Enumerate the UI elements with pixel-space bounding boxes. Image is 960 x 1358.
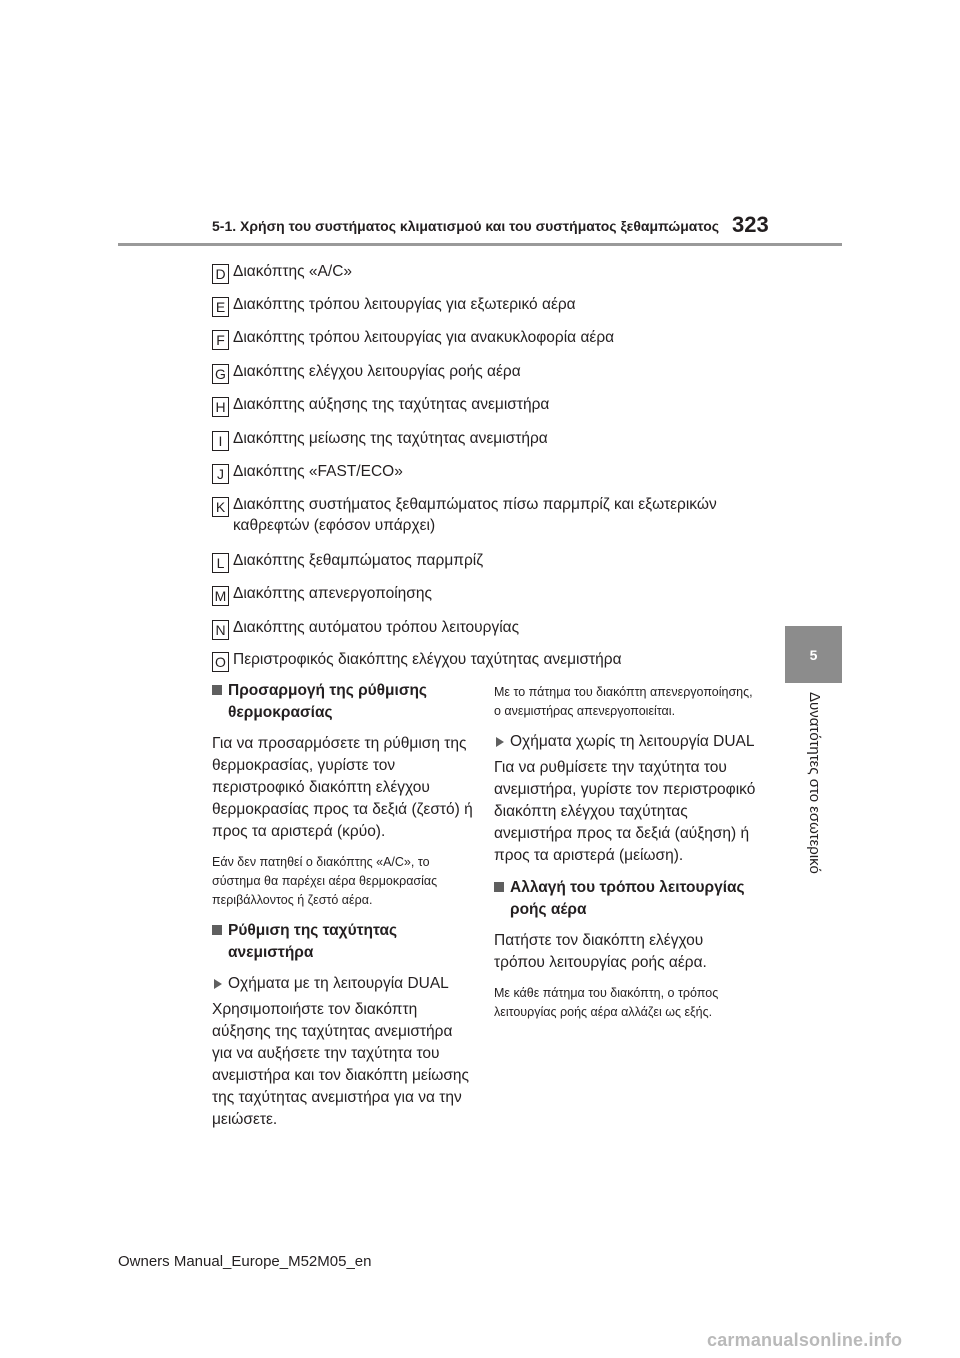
- manual-id-footer: Owners Manual_Europe_M52M05_en: [118, 1253, 372, 1270]
- dual-subheading-text: Οχήματα με τη λειτουργία DUAL: [228, 975, 449, 992]
- key-letter-box: G: [212, 364, 229, 384]
- chapter-label: Δυνατότητες στο εσωτερικό: [806, 692, 823, 874]
- no-dual-body: Για να ρυθμίσετε την ταχύτητα του ανεμιστήρα, γυρίστε τον περιστροφικό διακόπτη ελέγχου ταχύτητας ανεμιστήρα προς τα δεξιά (αύξηση) ή προς τα αριστερά (μείωση).: [494, 759, 756, 864]
- chapter-number: 5: [809, 646, 818, 663]
- key-letter-box: K: [212, 497, 229, 517]
- header-divider: [118, 243, 842, 246]
- square-bullet-icon: [212, 685, 222, 695]
- fan-off-note: Με το πάτημα του διακόπτη απενεργοποίησης, ο ανεμιστήρας απενεργοποιείται.: [494, 685, 753, 718]
- key-letter-box: F: [212, 330, 229, 350]
- triangle-bullet-icon: [496, 737, 504, 747]
- temperature-heading-text: Προσαρμογή της ρύθμισης θερμοκρασίας: [228, 682, 427, 721]
- airflow-note: Με κάθε πάτημα του διακόπτη, ο τρόπος λειτουργίας ροής αέρα αλλάζει ως εξής.: [494, 986, 719, 1019]
- triangle-bullet-icon: [214, 979, 222, 989]
- key-letter-box: L: [212, 553, 229, 573]
- legend-text: Διακόπτης συστήματος ξεθαμπώματος πίσω παρμπρίζ και εξωτερικών: [233, 496, 717, 513]
- square-bullet-icon: [212, 925, 222, 935]
- legend-text: Διακόπτης τρόπου λειτουργίας για εξωτερικό αέρα: [233, 296, 576, 313]
- legend-text: Διακόπτης τρόπου λειτουργίας για ανακυκλοφορία αέρα: [233, 329, 615, 346]
- no-dual-subheading: [494, 731, 756, 753]
- legend-text-continued: καθρεφτών (εφόσον υπάρχει): [233, 517, 436, 534]
- right-column: [494, 683, 756, 1032]
- key-letter-box: E: [212, 297, 229, 317]
- dual-subheading: [212, 973, 474, 995]
- fan-speed-heading: [212, 920, 474, 964]
- watermark: carmanualsonline.info: [707, 1330, 903, 1350]
- temperature-note: Εάν δεν πατηθεί ο διακόπτης «A/C», το σύστημα θα παρέχει αέρα θερμοκρασίας περιβάλλοντος ή ζεστό αέρα.: [212, 855, 438, 907]
- airflow-body: Πατήστε τον διακόπτη ελέγχου τρόπου λειτουργίας ροής αέρα.: [494, 932, 707, 971]
- legend-text: Διακόπτης αυτόματου τρόπου λειτουργίας: [233, 619, 520, 636]
- key-letter-box: I: [212, 431, 229, 451]
- dual-body: Χρησιμοποιήστε τον διακόπτη αύξησης της ταχύτητας ανεμιστήρα για να αυξήσετε την ταχύτητα του ανεμιστήρα και τον διακόπτη μείωσης της ταχύτητας ανεμιστήρα για να την μειώσετε.: [212, 1001, 470, 1128]
- section-title: 5-1. Χρήση του συστήματος κλιματισμού και του συστήματος ξεθαμπώματος: [212, 218, 720, 234]
- fan-speed-heading-text: Ρύθμιση της ταχύτητας ανεμιστήρα: [228, 922, 398, 961]
- key-letter-box: N: [212, 620, 229, 640]
- legend-text: Διακόπτης ελέγχου λειτουργίας ροής αέρα: [233, 363, 521, 380]
- temperature-heading: [212, 680, 474, 724]
- key-letter-box: M: [212, 586, 229, 606]
- key-letter-box: J: [212, 464, 229, 484]
- square-bullet-icon: [494, 882, 504, 892]
- legend-text: Διακόπτης απενεργοποίησης: [233, 585, 432, 602]
- airflow-heading: [494, 877, 756, 921]
- legend-text: Διακόπτης αύξησης της ταχύτητας ανεμιστήρα: [233, 396, 550, 413]
- page-number: 323: [732, 212, 769, 237]
- key-letter-box: H: [212, 397, 229, 417]
- legend-text: Διακόπτης ξεθαμπώματος παρμπρίζ: [233, 552, 484, 569]
- chapter-tab[interactable]: [785, 626, 842, 683]
- left-column: [212, 680, 474, 1141]
- airflow-heading-text: Αλλαγή του τρόπου λειτουργίας ροής αέρα: [510, 879, 745, 918]
- temperature-body: Για να προσαρμόσετε τη ρύθμιση της θερμοκρασίας, γυρίστε τον περιστροφικό διακόπτη ελέγχου θερμοκρασίας προς τα δεξιά (ζεστό) ή προς τα αριστερά (κρύο).: [212, 735, 473, 840]
- no-dual-subheading-text: Οχήματα χωρίς τη λειτουργία DUAL: [510, 733, 755, 750]
- legend-text: Διακόπτης μείωσης της ταχύτητας ανεμιστήρα: [233, 430, 548, 447]
- key-letter-box: O: [212, 652, 229, 672]
- legend-text: Διακόπτης «A/C»: [233, 263, 353, 280]
- legend-text: Διακόπτης «FAST/ECO»: [233, 463, 403, 480]
- legend-text: Περιστροφικός διακόπτης ελέγχου ταχύτητας ανεμιστήρα: [233, 651, 622, 668]
- key-letter-box: D: [212, 264, 229, 284]
